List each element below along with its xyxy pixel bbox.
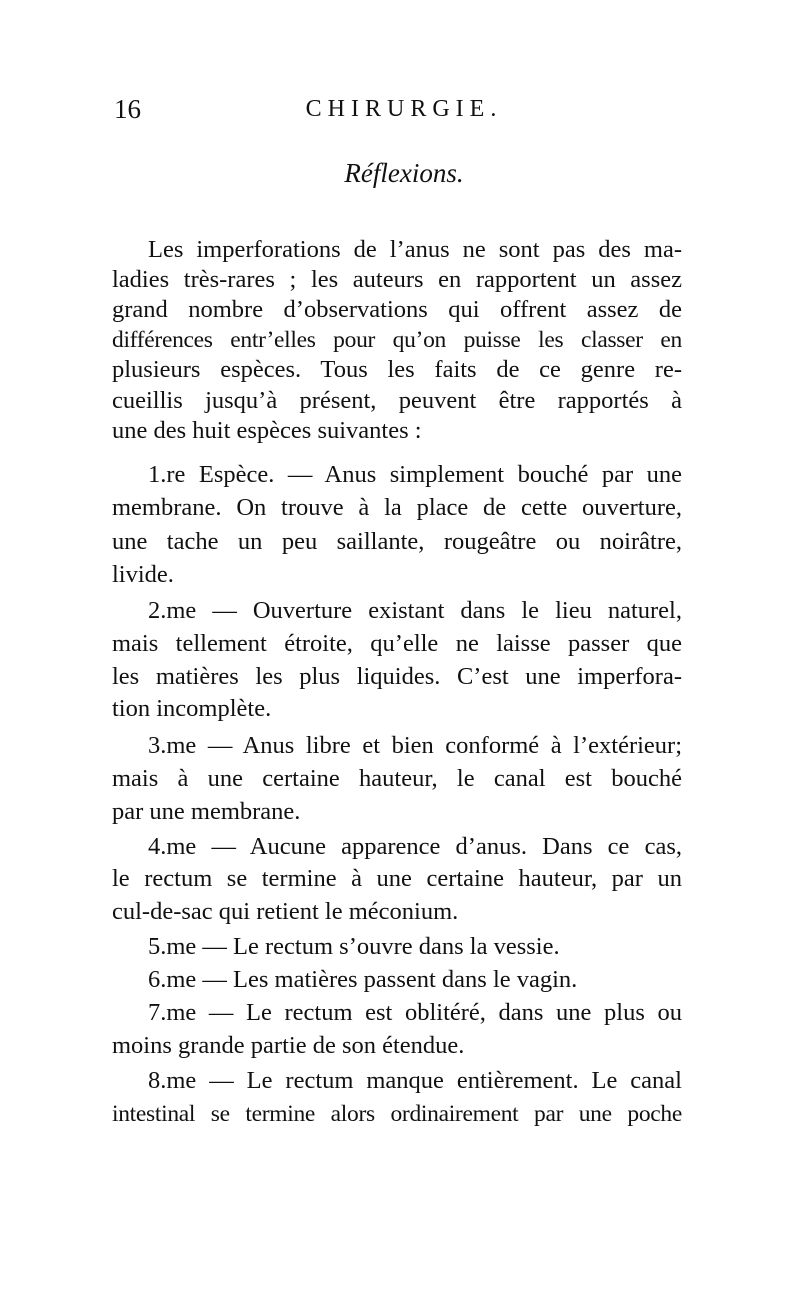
text-line: 4.me — Aucune apparence d’anus. Dans ce cas,: [148, 833, 682, 860]
text-line: 3.me — Anus libre et bien conformé à l’extérieur;: [148, 732, 682, 759]
text-line: ladies très-rares ; les auteurs en rapportent un assez: [112, 266, 682, 293]
text-line: cul-de-sac qui retient le méconium.: [112, 898, 459, 925]
text-line: mais tellement étroite, qu’elle ne laisse passer que: [112, 630, 682, 657]
text-line: livide.: [112, 561, 174, 588]
page-header: [114, 94, 694, 130]
page-number: 16: [114, 94, 141, 124]
text-line: membrane. On trouve à la place de cette ouverture,: [112, 494, 682, 521]
text-line: Les imperforations de l’anus ne sont pas des ma-: [148, 236, 682, 263]
text-line: 8.me — Le rectum manque entièrement. Le canal: [148, 1067, 682, 1094]
text-line: les matières les plus liquides. C’est une imperfora-: [112, 663, 682, 690]
text-line: mais à une certaine hauteur, le canal est bouché: [112, 765, 682, 792]
text-line: intestinal se termine alors ordinairement par une poche: [112, 1101, 682, 1127]
text-line: tion incomplète.: [112, 695, 272, 722]
text-line: une des huit espèces suivantes :: [112, 417, 422, 444]
text-line: 7.me — Le rectum est oblitéré, dans une plus ou: [148, 999, 682, 1026]
text-line: 6.me — Les matières passent dans le vagin.: [148, 966, 578, 993]
text-line: 2.me — Ouverture existant dans le lieu naturel,: [148, 597, 682, 624]
text-line: cueillis jusqu’à présent, peuvent être rapportés à: [112, 387, 682, 414]
text-line: par une membrane.: [112, 798, 301, 825]
text-line: grand nombre d’observations qui offrent assez de: [112, 296, 682, 323]
text-line: moins grande partie de son étendue.: [112, 1032, 465, 1059]
running-title: CHIRURGIE.: [305, 96, 503, 122]
text-line: 5.me — Le rectum s’ouvre dans la vessie.: [148, 933, 560, 960]
section-title: Réflexions.: [344, 158, 464, 188]
text-line: plusieurs espèces. Tous les faits de ce genre re-: [112, 356, 682, 383]
text-line: le rectum se termine à une certaine hauteur, par un: [112, 865, 682, 892]
text-line: une tache un peu saillante, rougeâtre ou noirâtre,: [112, 528, 682, 555]
text-line: 1.re Espèce. — Anus simplement bouché par une: [148, 461, 682, 488]
text-line: différences entr’elles pour qu’on puisse les classer en: [112, 327, 682, 353]
